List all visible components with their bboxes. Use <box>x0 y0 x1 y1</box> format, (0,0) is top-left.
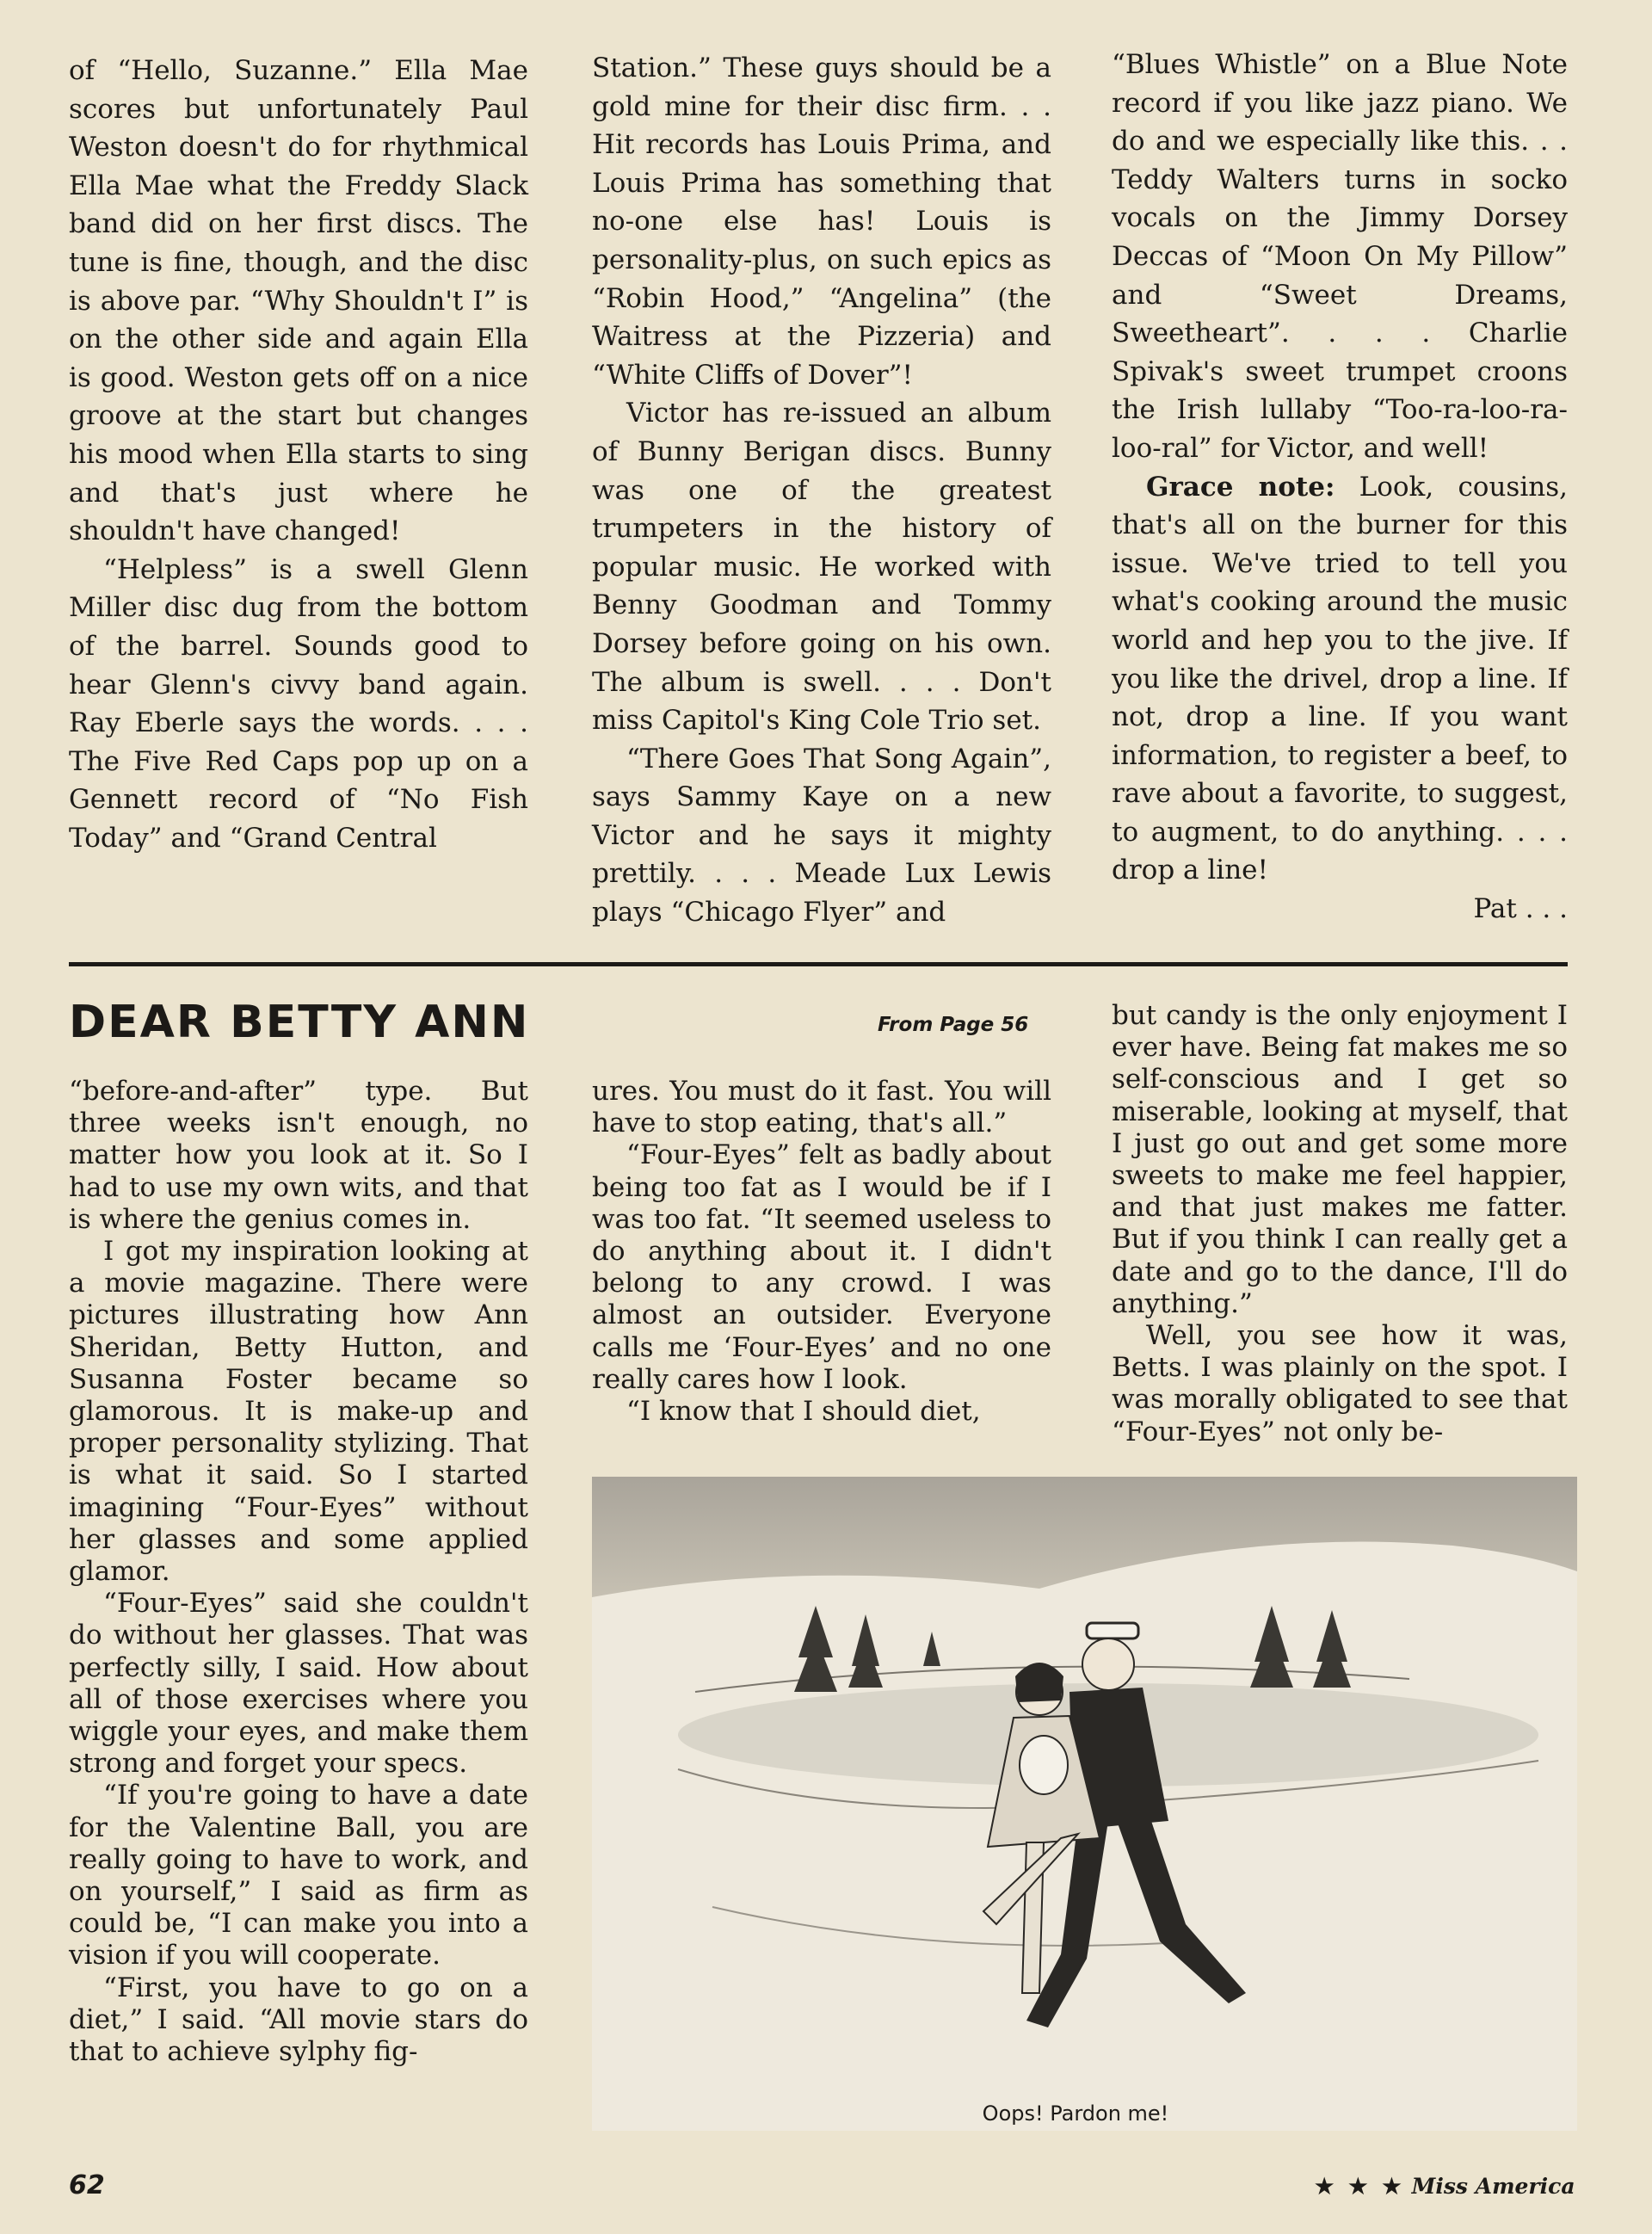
paragraph: Well, you see how it was, Betts. I was plainly on the spot. I was morally obligated to see that “Four-Eyes” not only be- <box>1112 1320 1568 1447</box>
paragraph: “Four-Eyes” said she couldn't do without her glasses. That was perfectly silly, I said. How about all of those exercises where you wiggle your eyes, and make them strong and forget your specs. <box>69 1588 528 1780</box>
music-column-1 <box>69 52 528 857</box>
music-column-3 <box>1112 46 1568 929</box>
betty-column-3 <box>1112 1000 1568 1448</box>
grace-note-text: Look, cousins, that's all on the burner for this issue. We've tried to tell you what's cooking around the music world and hep you to the jive. If you like the drivel, drop a line. If not, drop a line. If you want information, to register a beef, to rave about a favorite, to suggest, to augment, to do anything. . . . drop a line! <box>1112 471 1568 886</box>
paragraph: I got my inspiration looking at a movie magazine. There were pictures illustrating how Ann Sheridan, Betty Hutton, and Susanna Foster became so glamorous. It is make-up and proper personality stylizing. That is what it said. So I started imagining “Four-Eyes” without her glasses and some applied glamor. <box>69 1236 528 1588</box>
paragraph: “First, you have to go on a diet,” I said. “All movie stars do that to achieve sylphy fig- <box>69 1972 528 2068</box>
magazine-footer <box>1315 2174 1575 2199</box>
illustration-caption: Oops! Pardon me! <box>982 2101 1169 2126</box>
paragraph: ures. You must do it fast. You will have to stop eating, that's all.” <box>592 1076 1051 1139</box>
paragraph: “Four-Eyes” felt as badly about being too fat as I would be if I was too fat. “It seemed useless to do anything about it. I didn't belong to any crowd. I was almost an outsider. Everyone calls me ‘Four-Eyes’ and no one really cares how I look. <box>592 1139 1051 1395</box>
betty-column-2 <box>592 1076 1051 1428</box>
paragraph: Victor has re-issued an album of Bunny Berigan discs. Bunny was one of the greatest trumpeters in the history of popular music. He worked with Benny Goodman and Tommy Dorsey before going on his own. The album is swell. . . . Don't miss Capitol's King Cole Trio set. <box>592 398 1051 737</box>
section-title: DEAR BETTY ANN <box>69 997 530 1048</box>
signature: Pat . . . <box>1473 893 1568 925</box>
paragraph: Station.” These guys should be a gold mine for their disc firm. . . Hit records has Louis Prima, and Louis Prima has something that no-one else has! Louis is personality-plus, on such epics as “Robin Hood,” “Angelina” (the Waitress at the Pizzeria) and “White Cliffs of Dover”! <box>592 52 1051 391</box>
paragraph: but candy is the only enjoyment I ever have. Being fat makes me so self-conscious and I get so miserable, looking at myself, that I just go out and get some more sweets to make me feel happier, and that just makes me fatter. But if you think I can really get a date and go to the dance, I'll do anything.” <box>1112 1000 1568 1319</box>
star-icons: ★ ★ ★ <box>1315 2174 1405 2199</box>
grace-note-label: Grace note: <box>1146 471 1335 503</box>
betty-column-1 <box>69 1076 528 2068</box>
skating-illustration <box>592 1477 1577 2131</box>
magazine-name: Miss America <box>1411 2174 1575 2199</box>
paragraph: of “Hello, Suzanne.” Ella Mae scores but unfortunately Paul Weston doesn't do for rhythmical Ella Mae what the Freddy Slack band did on her first discs. The tune is fine, though, and the disc is above par. “Why Shouldn't I” is on the other side and again Ella is good. Weston gets off on a nice groove at the start but changes his mood when Ella starts to sing and that's just where he shouldn't have changed! <box>69 55 528 547</box>
paragraph: “Blues Whistle” on a Blue Note record if you like jazz piano. We do and we especially like this. . . Teddy Walters turns in socko vocals on the Jimmy Dorsey Deccas of “Moon On My Pillow” and “Sweet Dreams, Sweetheart”. . . . Charlie Spivak's sweet trumpet croons the Irish lullaby “Too-ra-loo-ra-loo-ral” for Victor, and well! <box>1112 49 1568 464</box>
paragraph: “If you're going to have a date for the Valentine Ball, you are really going to have to work, and on yourself,” I said as firm as could be, “I can make you into a vision if you will cooperate. <box>69 1780 528 1972</box>
music-column-2 <box>592 49 1051 932</box>
paragraph: “Helpless” is a swell Glenn Miller disc dug from the bottom of the barrel. Sounds good to hear Glenn's civvy band again. Ray Eberle says the words. . . . The Five Red Caps pop up on a Gennett record of “No Fish Today” and “Grand Central <box>69 553 528 854</box>
paragraph: “before-and-after” type. But three weeks isn't enough, no matter how you look at it. So I had to use my own wits, and that is where the genius comes in. <box>69 1076 528 1235</box>
continued-from: From Page 56 <box>878 1014 1029 1036</box>
page-number: 62 <box>69 2170 105 2200</box>
grace-note-paragraph <box>1112 468 1568 891</box>
section-divider <box>69 962 1568 966</box>
paragraph: “I know that I should diet, <box>626 1396 981 1428</box>
paragraph: “There Goes That Song Again”, says Sammy Kaye on a new Victor and he says it mighty prettily. . . . Meade Lux Lewis plays “Chicago Flyer” and <box>592 743 1051 929</box>
